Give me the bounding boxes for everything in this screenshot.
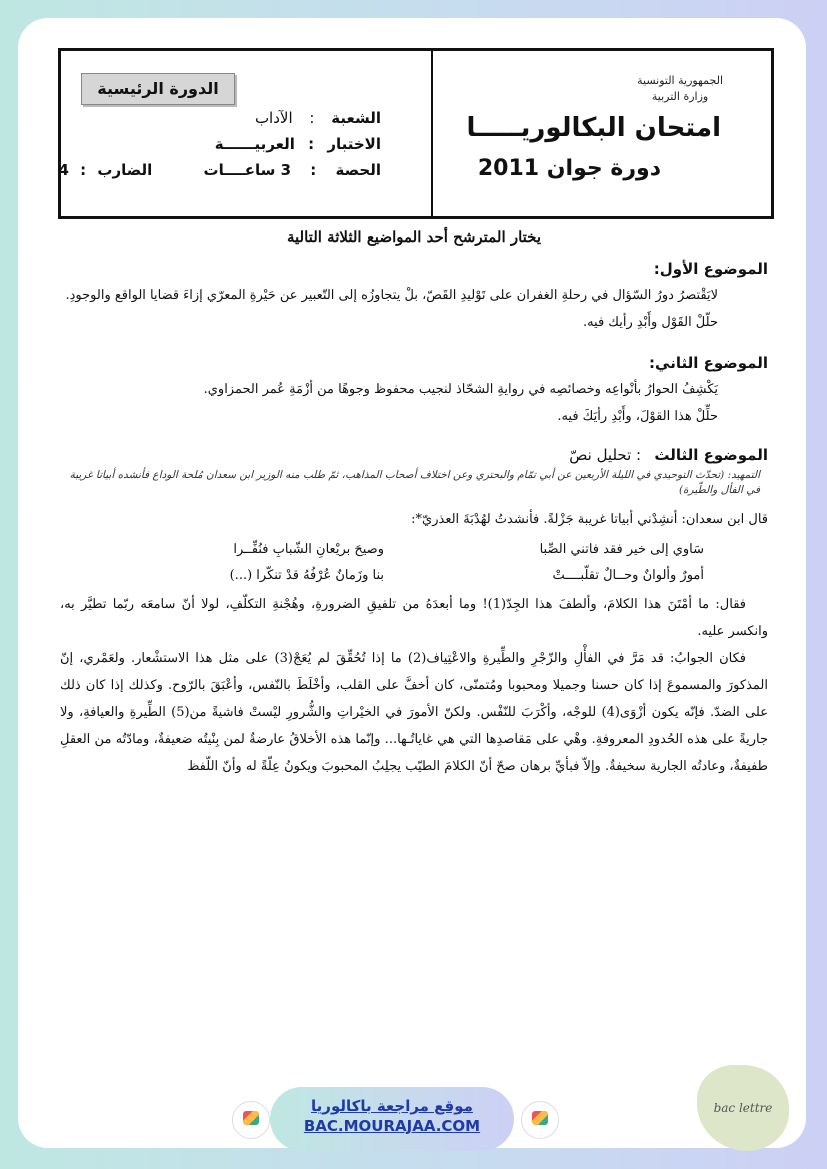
exam-header [58,48,774,219]
footer-banner[interactable] [270,1087,514,1151]
verse-line-2 [60,563,768,589]
subject3-preamble: التمهيد: (تحدّث التوحيدي في الليلة الأربعين عن أبي تمّام والبحتري وعن اختلاف أصحاب المذاهب، ثمّ طلب منه الوزير ابن سعدان مُلحة الوداع فأنشده أبياتا غريبة في الفأل والطّيرة) [69,469,760,496]
subject-value: العربيــــــة [214,135,295,153]
site-logo-left-icon [232,1101,270,1139]
subject3-paragraph-2: فكان الجوابُ: قد مَرَّ في الفأْلِ والزّجْرِ والطِّيرةِ والاعْتِياف(2) ما إذا تُحُقِّقَ لم يُعَجْ(3) على مثل هذا الاستشْعار. ولعَمْري، إنّ المذكورَ والمسموعَ إذا كان حسنا وجميلا ومحبوبا ومُتمنّى، كان أخفَّ على القلب، وأخْلَطَ بالنّفس، وأعْبَقَ بالرّوح. وكذلك إذا كان ذلك على الضدّ. فإنّه يكون أزْوَى(4) للوجْه، وأكْرَبَ للنّفْس. ولكنّ الأمورَ في الخيْراتِ والشُّرورِ ليْستْ فاشيةً من(5) الطِّيرةِ والعيافةِ، ولا جاريةً على هذه الحُدودِ المعروفةِ. وهْي على مَقاصدِها التي هي غاياتُـها... وإنّما هذه الأخلاقُ عارضةٌ لمن بِنْيتُه ضعيفةٌ، ومادّتُه من العقلِ طفيفةٌ، وعادتُه الجارية سخيفةٌ. وإلاّ فبأيِّ برهان صحّ أنّ الكلامَ الطيّب يجلِبُ المحبوبَ ويكونُ عِلّةً له وأنّ اللّفظ [60,651,768,774]
coefficient-value: 4 [58,161,69,179]
subject3-paragraph-1: فقال: ما أمْتَنَ هذا الكلامَ، وألطفَ هذا الجِدّ(1)! وما أبعدَهُ من تلفيقِ الضرورةِ، وهُجْنةِ التكلّفِ، لولا أنّ سامعَه ربّما تطيَّر به، وانكسر عليه. [60,597,768,639]
branch-row: الشعبة : الآداب [254,109,381,127]
subject3-title: الموضوع الثالث [654,446,768,464]
header-divider [431,51,433,216]
subject-row: الاختبار : العربيــــــة [214,135,381,153]
duration-row: الحصة : 3 ساعــــات الضارب : 4 [58,161,381,179]
subject3-heading [60,446,768,464]
verse1-hemistich-b: وصيحَ بريْعانِ الشّبابِ فنُفِّــرا [233,542,384,557]
subject3-subtitle: : تحليل نصّ [569,446,642,464]
footer-site-name[interactable]: موقع مراجعة باكالوريا [311,1097,473,1115]
subject1-text: لايَقْتصرُ دورُ السّؤال في رحلةِ الغفران على تَوْليدِ القَصّ، بلْ يتجاوزُه إلى التّعبير عن حَيْرةِ المعرّي إزاءَ قضايا الواقع والوجودِ. [65,288,718,303]
subject2-task: حلِّلْ هذا القوْلَ، وأَبْدِ رأيَكَ فيه. [557,409,718,424]
duration-label: الحصة [335,161,381,179]
verse2-hemistich-b: بنا وزَمانٌ عُرْفُهُ قدْ تنكّرا (...) [229,568,384,583]
ministry-name: وزارة التربية [651,90,709,103]
subject2-text: يَكْشِفُ الحوارُ بأنْواعِه وخصائصِه في روايةِ الشحّاذ لنجيب محفوظ وجوهًا من أزْمَةِ عُمر الحمزاوي. [203,382,718,397]
subject-label: الاختبار [327,135,381,153]
bac-lettre-logo: bac lettre [697,1065,789,1151]
duration-value: 3 ساعــــات [203,161,292,179]
verse1-hemistich-a: سَاوي إلى خير فقد فاتني الصِّبا [539,542,704,557]
ministry-block [637,73,723,105]
exam-session: دورة جوان 2011 [477,156,661,181]
main-session-badge: الدورة الرئيسية [81,73,235,105]
country-name: الجمهورية التونسية [637,74,723,87]
subject1-title: الموضوع الأول: [653,260,768,278]
coefficient-label: الضارب [97,161,153,179]
subject1-task: حلّلْ القَوْل وأَبْدِ رأيك فيه. [582,315,718,330]
branch-value: الآداب [254,109,293,127]
exam-body [60,228,768,780]
branch-label: الشعبة [331,109,381,127]
verse2-hemistich-a: أمورٌ وألوانٌ وحــالٌ تقلّبــــتْ [552,568,704,583]
site-logo-right-icon [521,1101,559,1139]
subject3-intro: قال ابن سعدان: أنشِدْني أبياتا غريبة جَزْلةً. فأنشدتُ لهُدْبَةَ العذريّ*: [411,512,768,527]
exam-title: امتحان البكالوريـــــا [466,113,721,143]
footer-site-url[interactable]: BAC.MOURAJAA.COM [303,1117,481,1135]
subject2-title: الموضوع الثاني: [649,354,768,372]
instruction: يختار المترشح أحد المواضيع الثلاثة التالية [286,228,542,246]
verse-line-1 [60,537,768,563]
